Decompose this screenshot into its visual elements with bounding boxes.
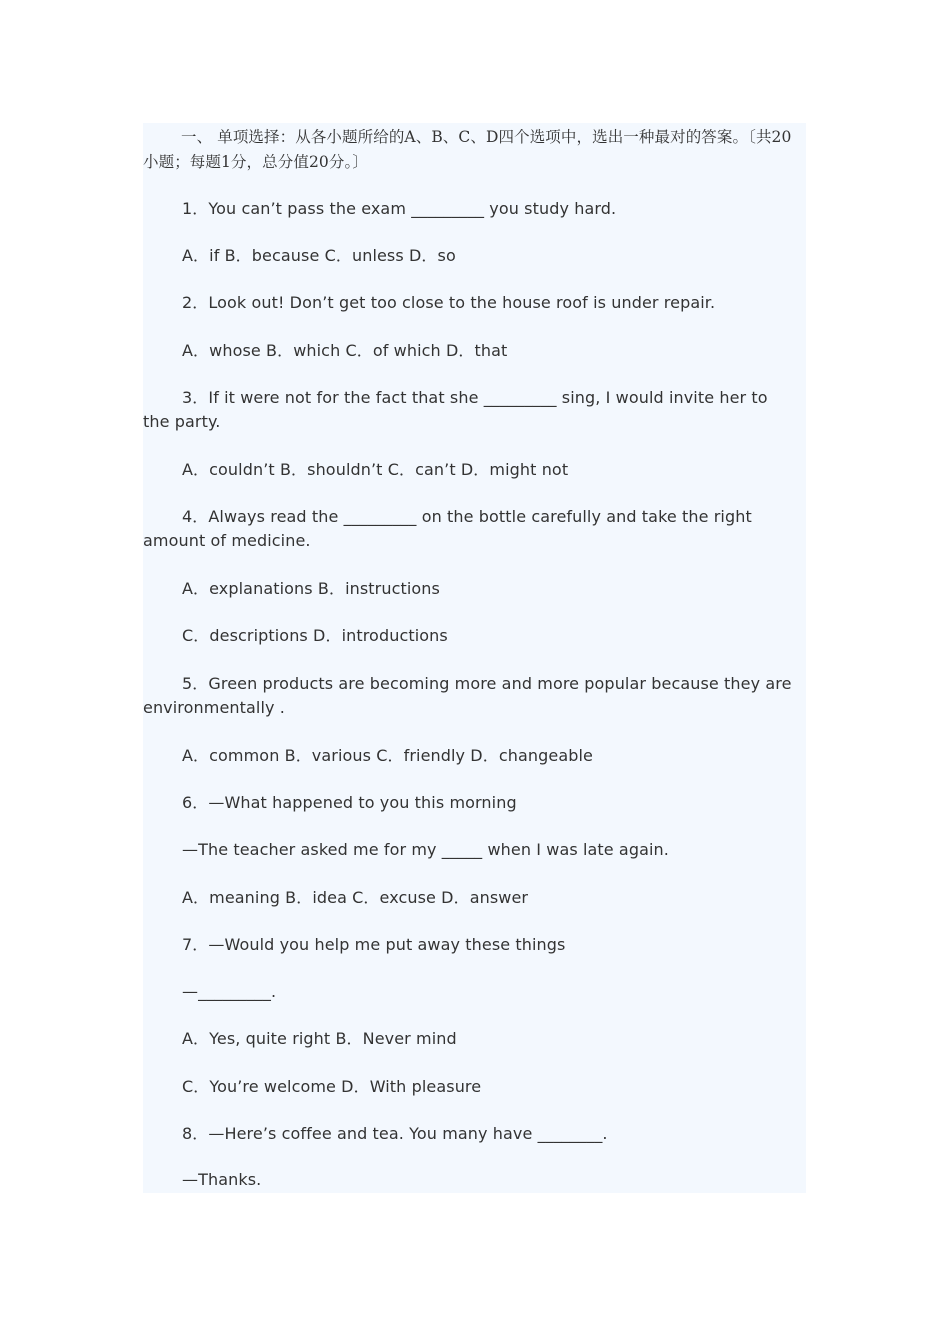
question-7-options-row-2: C．You’re welcome D．With pleasure (182, 1077, 482, 1096)
question-5-options: A．common B．various C．friendly D．changeable (182, 746, 593, 765)
section-instructions: 一、 单项选择：从各小题所给的A、B、C、D四个选项中，选出一种最对的答案。〔共20小题；每题1分，总分值20分。〕 (143, 128, 792, 171)
question-6-options: A．meaning B．idea C．excuse D．answer (182, 888, 529, 907)
question-3-stem: 3．If it were not for the fact that she _________ sing, I would invite her to the party. (143, 388, 768, 431)
question-7-options-row-1: A．Yes, quite right B．Never mind (182, 1029, 457, 1048)
question-4-stem: 4．Always read the _________ on the bottle carefully and take the right amount of medicine. (143, 507, 752, 550)
question-1-stem: 1．You can’t pass the exam _________ you study hard. (182, 199, 617, 218)
question-2-stem: 2．Look out! Don’t get too close to the house roof is under repair. (182, 293, 716, 312)
question-5-stem: 5．Green products are becoming more and more popular because they are environmentally . (143, 674, 792, 717)
question-8-stem: 8．—Here’s coffee and tea. You many have ________. (182, 1124, 608, 1143)
question-4-options-row-2: C．descriptions D．introductions (182, 626, 448, 645)
question-6-reply: —The teacher asked me for my _____ when I was late again. (182, 840, 669, 859)
question-1-options: A．if B．because C．unless D．so (182, 246, 456, 265)
document-body (143, 123, 806, 1193)
question-4-options-row-1: A．explanations B．instructions (182, 579, 440, 598)
question-8-reply: —Thanks. (182, 1170, 262, 1189)
question-3-options: A．couldn’t B．shouldn’t C．can’t D．might not (182, 460, 569, 479)
question-6-stem: 6．—What happened to you this morning (182, 793, 517, 812)
question-7-stem: 7．—Would you help me put away these things (182, 935, 566, 954)
question-2-options: A．whose B．which C．of which D．that (182, 341, 508, 360)
question-7-reply: —_________. (182, 982, 277, 1001)
